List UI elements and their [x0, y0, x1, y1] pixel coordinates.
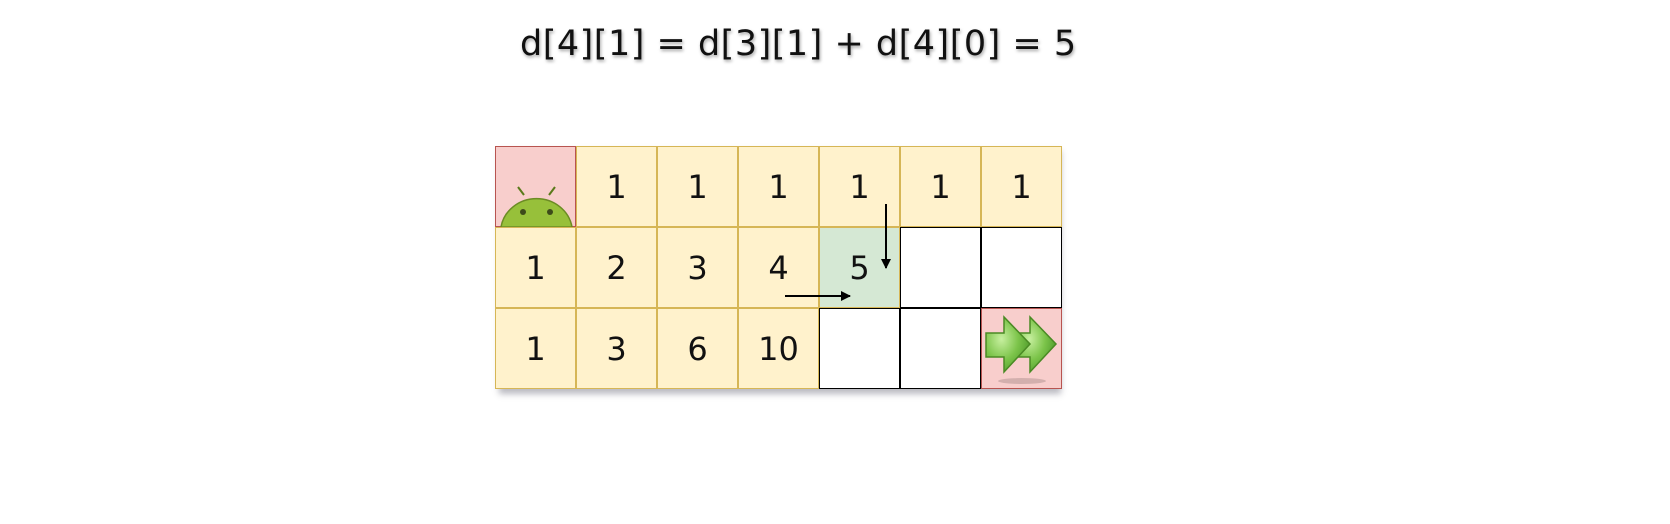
start-cell [495, 146, 576, 227]
grid-cell: 1 [738, 146, 819, 227]
grid-cell: 10 [738, 308, 819, 389]
grid-cell: 6 [657, 308, 738, 389]
grid-cell: 1 [657, 146, 738, 227]
empty-cell [819, 308, 900, 389]
grid-cell: 4 [738, 227, 819, 308]
grid-cell: 1 [819, 146, 900, 227]
double-arrow-right-icon [982, 309, 1063, 390]
empty-cell [981, 227, 1062, 308]
dp-grid [495, 146, 1057, 389]
android-robot-icon [496, 147, 577, 228]
grid-cell: 3 [657, 227, 738, 308]
grid-cell: 1 [981, 146, 1062, 227]
grid-cell: 1 [576, 146, 657, 227]
finish-cell [981, 308, 1062, 389]
grid-cell: 3 [576, 308, 657, 389]
formula-title: d[4][1] = d[3][1] + d[4][0] = 5 [520, 24, 1077, 64]
grid-cell: 2 [576, 227, 657, 308]
grid-cell: 1 [495, 308, 576, 389]
empty-cell [900, 308, 981, 389]
current-cell: 5 [819, 227, 900, 308]
empty-cell [900, 227, 981, 308]
grid-cell: 1 [900, 146, 981, 227]
grid-cell: 1 [495, 227, 576, 308]
